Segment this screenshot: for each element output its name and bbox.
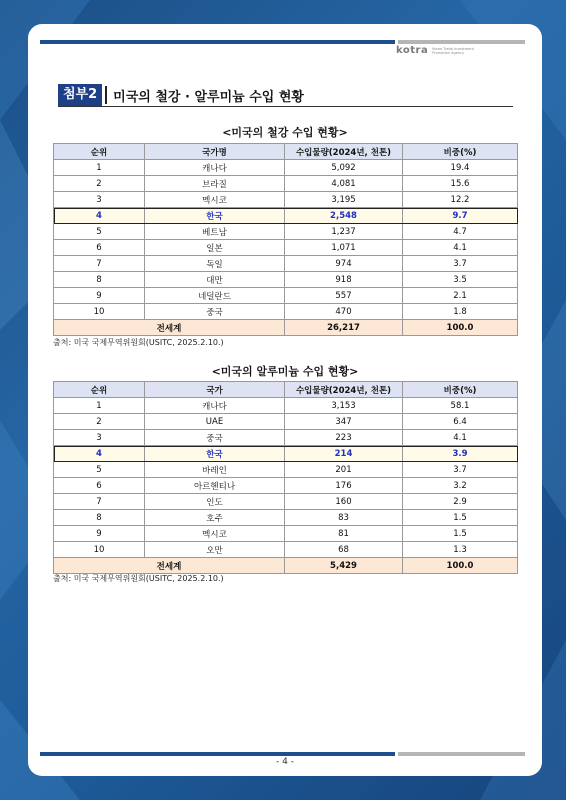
total-share-cell: 100.0 [403, 320, 518, 336]
logo-text: kotra [396, 45, 429, 56]
share-cell: 6.4 [403, 414, 518, 430]
country-cell: 캐나다 [145, 160, 285, 176]
top-bar-gray [398, 40, 525, 44]
share-cell: 4.7 [403, 224, 518, 240]
volume-cell: 201 [285, 462, 403, 478]
rank-cell: 7 [54, 494, 145, 510]
volume-cell: 918 [285, 272, 403, 288]
table-row [54, 160, 518, 176]
country-cell: 중국 [145, 430, 285, 446]
volume-cell: 4,081 [285, 176, 403, 192]
share-cell: 3.5 [403, 272, 518, 288]
column-header: 국가 [145, 382, 285, 398]
table-row [54, 272, 518, 288]
heading-separator [105, 86, 107, 104]
column-header: 순위 [54, 382, 145, 398]
country-cell: 오만 [145, 542, 285, 558]
share-cell: 3.7 [403, 462, 518, 478]
table-row [54, 304, 518, 320]
attachment-badge: 첨부2 [58, 84, 102, 106]
total-label-cell: 전세계 [54, 558, 285, 574]
country-cell: 중국 [145, 304, 285, 320]
rank-cell: 8 [54, 510, 145, 526]
share-cell: 2.1 [403, 288, 518, 304]
top-bar-blue [40, 40, 395, 44]
share-cell: 12.2 [403, 192, 518, 208]
volume-cell: 83 [285, 510, 403, 526]
rank-cell: 1 [54, 398, 145, 414]
heading-title: 미국의 철강 · 알루미늄 수입 현황 [113, 89, 304, 105]
table-row [54, 494, 518, 510]
volume-cell: 1,071 [285, 240, 403, 256]
rank-cell: 4 [54, 446, 145, 462]
total-label-cell: 전세계 [54, 320, 285, 336]
country-cell: 브라질 [145, 176, 285, 192]
share-cell: 4.1 [403, 240, 518, 256]
share-cell: 9.7 [403, 208, 518, 224]
table-row [54, 398, 518, 414]
table-row-highlighted [54, 446, 518, 462]
document-page [28, 24, 542, 776]
volume-cell: 1,237 [285, 224, 403, 240]
bottom-bar-blue [40, 752, 395, 756]
total-share-cell: 100.0 [403, 558, 518, 574]
table-row [54, 288, 518, 304]
share-cell: 1.3 [403, 542, 518, 558]
table-row [54, 430, 518, 446]
rank-cell: 3 [54, 430, 145, 446]
column-header: 수입물량(2024년, 천톤) [285, 144, 403, 160]
share-cell: 4.1 [403, 430, 518, 446]
column-header: 수입물량(2024년, 천톤) [285, 382, 403, 398]
rank-cell: 10 [54, 542, 145, 558]
table-row [54, 256, 518, 272]
share-cell: 1.5 [403, 510, 518, 526]
country-cell: 독일 [145, 256, 285, 272]
country-cell: 베트남 [145, 224, 285, 240]
share-cell: 58.1 [403, 398, 518, 414]
table-total-row [54, 558, 518, 574]
country-cell: 한국 [145, 446, 285, 462]
country-cell: 멕시코 [145, 526, 285, 542]
country-cell: 인도 [145, 494, 285, 510]
volume-cell: 3,195 [285, 192, 403, 208]
steel-source-note: 출처: 미국 국제무역위원회(USITC, 2025.2.10.) [53, 338, 224, 347]
rank-cell: 3 [54, 192, 145, 208]
aluminum-source-note: 출처: 미국 국제무역위원회(USITC, 2025.2.10.) [53, 574, 224, 583]
volume-cell: 470 [285, 304, 403, 320]
country-cell: UAE [145, 414, 285, 430]
share-cell: 3.2 [403, 478, 518, 494]
volume-cell: 81 [285, 526, 403, 542]
rank-cell: 9 [54, 526, 145, 542]
share-cell: 1.8 [403, 304, 518, 320]
country-cell: 캐나다 [145, 398, 285, 414]
country-cell: 한국 [145, 208, 285, 224]
country-cell: 바레인 [145, 462, 285, 478]
total-volume-cell: 5,429 [285, 558, 403, 574]
rank-cell: 5 [54, 224, 145, 240]
country-cell: 일본 [145, 240, 285, 256]
volume-cell: 214 [285, 446, 403, 462]
table-row [54, 192, 518, 208]
volume-cell: 223 [285, 430, 403, 446]
rank-cell: 4 [54, 208, 145, 224]
steel-table-title: <미국의 철강 수입 현황> [222, 126, 348, 139]
rank-cell: 6 [54, 478, 145, 494]
share-cell: 3.7 [403, 256, 518, 272]
table-header-row [54, 382, 518, 398]
table-header-row [54, 144, 518, 160]
table-row [54, 542, 518, 558]
table-row [54, 240, 518, 256]
column-header: 순위 [54, 144, 145, 160]
steel-import-table [53, 143, 518, 336]
column-header: 국가명 [145, 144, 285, 160]
table-row [54, 176, 518, 192]
country-cell: 대만 [145, 272, 285, 288]
table-row [54, 462, 518, 478]
volume-cell: 3,153 [285, 398, 403, 414]
column-header: 비중(%) [403, 144, 518, 160]
page-number: - 4 - [276, 757, 294, 767]
table-row [54, 224, 518, 240]
rank-cell: 9 [54, 288, 145, 304]
rank-cell: 2 [54, 414, 145, 430]
country-cell: 네덜란드 [145, 288, 285, 304]
country-cell: 멕시코 [145, 192, 285, 208]
share-cell: 15.6 [403, 176, 518, 192]
volume-cell: 5,092 [285, 160, 403, 176]
total-volume-cell: 26,217 [285, 320, 403, 336]
volume-cell: 160 [285, 494, 403, 510]
table-row [54, 526, 518, 542]
section-heading [58, 84, 513, 107]
rank-cell: 1 [54, 160, 145, 176]
table-row [54, 478, 518, 494]
share-cell: 3.9 [403, 446, 518, 462]
table-row [54, 414, 518, 430]
aluminum-import-table [53, 381, 518, 574]
logo-subtext: Korea Trade-Investment Promotion Agency [432, 46, 474, 55]
rank-cell: 7 [54, 256, 145, 272]
kotra-logo [396, 45, 482, 56]
volume-cell: 176 [285, 478, 403, 494]
rank-cell: 5 [54, 462, 145, 478]
volume-cell: 974 [285, 256, 403, 272]
rank-cell: 6 [54, 240, 145, 256]
bottom-bar-gray [398, 752, 525, 756]
volume-cell: 68 [285, 542, 403, 558]
share-cell: 1.5 [403, 526, 518, 542]
volume-cell: 347 [285, 414, 403, 430]
rank-cell: 10 [54, 304, 145, 320]
aluminum-table-title: <미국의 알루미늄 수입 현황> [211, 365, 359, 378]
country-cell: 호주 [145, 510, 285, 526]
column-header: 비중(%) [403, 382, 518, 398]
country-cell: 아르헨티나 [145, 478, 285, 494]
rank-cell: 8 [54, 272, 145, 288]
volume-cell: 2,548 [285, 208, 403, 224]
table-row-highlighted [54, 208, 518, 224]
table-total-row [54, 320, 518, 336]
share-cell: 2.9 [403, 494, 518, 510]
table-row [54, 510, 518, 526]
volume-cell: 557 [285, 288, 403, 304]
rank-cell: 2 [54, 176, 145, 192]
share-cell: 19.4 [403, 160, 518, 176]
